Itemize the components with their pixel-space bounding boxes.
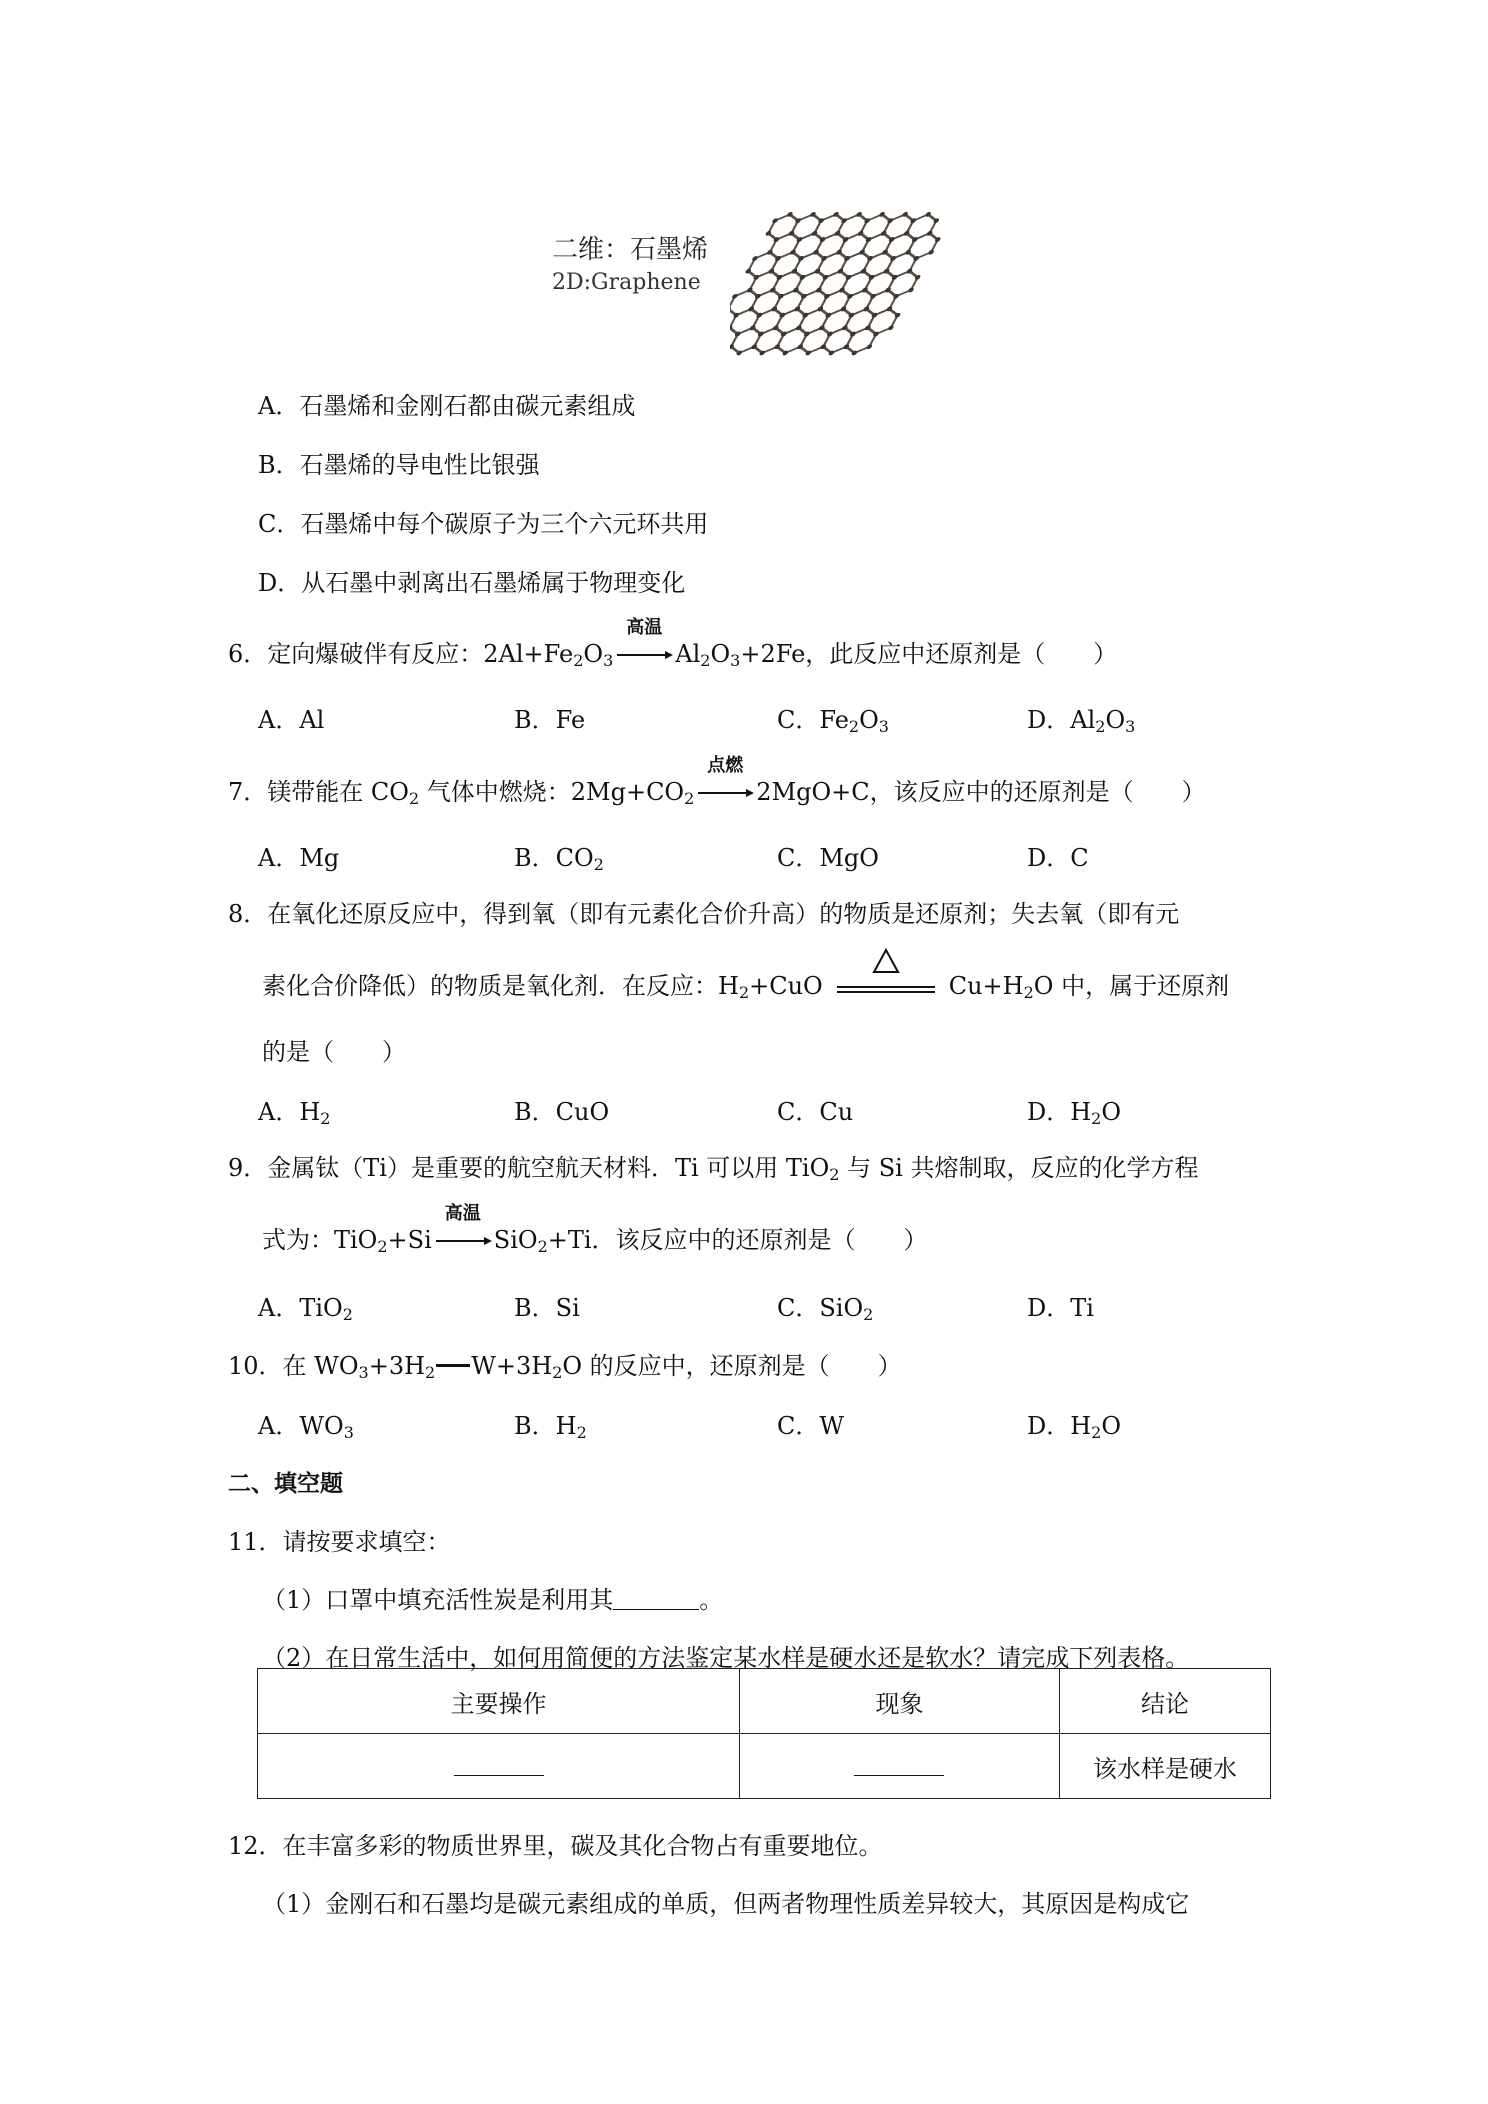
q8-option-d: D．$H_2O$ — [1027, 1098, 1122, 1128]
q12-stem: 12．在丰富多彩的物质世界里，碳及其化合物占有重要地位。 — [228, 1832, 883, 1860]
graphene-lattice-icon — [730, 200, 980, 370]
table-header-cell: 主要操作 — [258, 1669, 740, 1734]
reaction-arrow-icon: 高温 — [434, 1224, 492, 1246]
q9-option-c: C．SiO$_2$ — [777, 1294, 874, 1324]
figure-subtitle: 2D:Graphene — [552, 270, 701, 295]
phenomenon-cell — [740, 1734, 1060, 1799]
q11-part1: （1）口罩中填充活性炭是利用其 。 — [262, 1586, 724, 1614]
operation-cell — [258, 1734, 740, 1799]
q9-stem-line1: 9．金属钛（Ti）是重要的航空航天材料．Ti 可以用 TiO$_2$ 与 Si 共熔制取，反应的化学方程 — [228, 1154, 1199, 1184]
q8-stem-line3: 的是（ ） — [262, 1038, 406, 1066]
reaction-arrow-icon: 点燃 — [696, 776, 754, 798]
q5-option-d: D．从石墨中剥离出石墨烯属于物理变化 — [258, 569, 686, 597]
reaction-arrow-icon: 高温 — [615, 638, 673, 660]
q11-stem: 11．请按要求填空： — [228, 1528, 451, 1556]
q8-option-a: A．$H_2$ — [258, 1098, 331, 1128]
table-row — [258, 1734, 1271, 1799]
equals-sign-icon — [436, 1364, 470, 1367]
q6-option-a: A．Al — [258, 706, 325, 734]
q6-option-c: C．$Fe_2O_3$ — [777, 706, 889, 736]
q7-option-a: A．Mg — [258, 844, 340, 872]
q7-option-d: D．C — [1027, 844, 1089, 872]
answer-blank[interactable] — [613, 1587, 699, 1610]
q10-option-d: D．$H_2O$ — [1027, 1412, 1122, 1442]
heat-condition-icon — [837, 966, 935, 1000]
q8-stem-line2: 素化合价降低）的物质是氧化剂．在反应：$H_2+CuO$ $Cu+H_2O$ 中，属于还原剂 — [262, 966, 1229, 1002]
answer-blank[interactable] — [454, 1753, 544, 1776]
answer-blank[interactable] — [854, 1753, 944, 1776]
q7-stem: 7．镁带能在 $CO_2$ 气体中燃烧：$2Mg+CO_2$ 点燃 2MgO+C，该反应中的还原剂是（ ） — [228, 755, 1206, 808]
table-header-row — [258, 1669, 1271, 1734]
q5-option-c: C．石墨烯中每个碳原子为三个六元环共用 — [258, 510, 709, 538]
q12-part1: （1）金刚石和石墨均是碳元素组成的单质，但两者物理性质差异较大，其原因是构成它 — [262, 1890, 1190, 1918]
q8-option-b: B．CuO — [514, 1098, 610, 1126]
q11-part2: （2）在日常生活中，如何用简便的方法鉴定某水样是硬水还是软水？请完成下列表格。 — [262, 1644, 1190, 1672]
q9-option-b: B．Si — [514, 1294, 580, 1322]
q6-option-d: D．$Al_2O_3$ — [1027, 706, 1136, 736]
q10-option-b: B．$H_2$ — [514, 1412, 587, 1442]
q7-option-b: B．$CO_2$ — [514, 844, 604, 874]
table-header-cell: 结论 — [1059, 1669, 1270, 1734]
q6-stem: 6．定向爆破伴有反应：$2Al+Fe_2O_3$ 高温 $Al_2O_3+2Fe$，此反应中还原剂是（ ） — [228, 617, 1118, 670]
q9-stem-line2: 式为：TiO$_2$+Si 高温 SiO$_2$+Ti．该反应中的还原剂是（ ） — [262, 1203, 928, 1256]
q8-option-c: C．Cu — [777, 1098, 854, 1126]
q6-option-b: B．Fe — [514, 706, 586, 734]
q9-option-d: D．Ti — [1027, 1294, 1094, 1322]
q8-stem-line1: 8．在氧化还原反应中，得到氧（即有元素化合价升高）的物质是还原剂；失去氧（即有元 — [228, 900, 1180, 928]
figure-title: 二维：石墨烯 — [552, 235, 709, 265]
hard-water-table — [257, 1668, 1271, 1799]
q5-option-b: B．石墨烯的导电性比银强 — [258, 451, 540, 479]
q10-option-a: A．$WO_3$ — [258, 1412, 354, 1442]
section-heading: 二、填空题 — [228, 1471, 343, 1497]
q5-option-a: A．石墨烯和金刚石都由碳元素组成 — [258, 392, 636, 420]
table-header-cell: 现象 — [740, 1669, 1060, 1734]
q10-stem: 10．在 $WO_3+3H_2$ $W+3H_2O$ 的反应中，还原剂是（ ） — [228, 1352, 902, 1382]
conclusion-cell: 该水样是硬水 — [1059, 1734, 1270, 1799]
q10-option-c: C．W — [777, 1412, 845, 1440]
q9-option-a: A．TiO$_2$ — [258, 1294, 353, 1324]
q7-option-c: C．MgO — [777, 844, 879, 872]
